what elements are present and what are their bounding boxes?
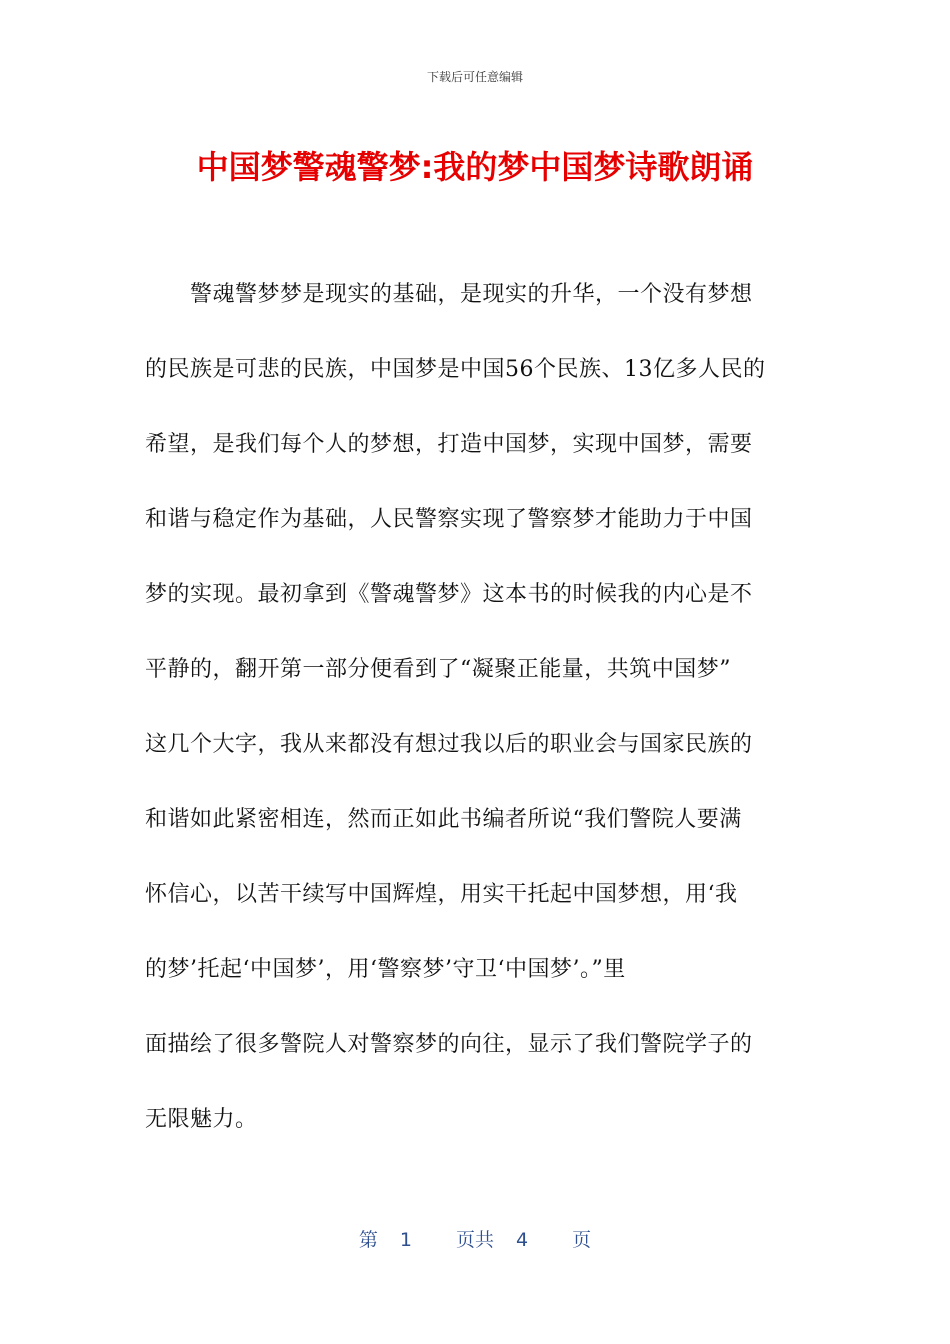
footer-page-suffix: 页 [572,1229,592,1251]
body-line: 这几个大字，我从来都没有想过我以后的职业会与国家民族的 [145,732,753,757]
body-text [145,270,810,1170]
body-line: 的民族是可悲的民族，中国梦是中国56个民族、13亿多人民的 [145,357,766,382]
body-line: 和谐如此紧密相连，然而正如此书编者所说“我们警院人要满 [145,807,742,832]
footer-total-pages: 4 [516,1229,529,1251]
footer-page-middle: 页共 [455,1229,494,1251]
body-line: 希望，是我们每个人的梦想，打造中国梦，实现中国梦，需要 [145,432,753,457]
header-note: 下载后可任意编辑 [426,70,523,84]
body-line: 平静的，翻开第一部分便看到了“凝聚正能量，共筑中国梦” [145,657,731,682]
body-line: 的梦’托起‘中国梦’，用‘警察梦’守卫‘中国梦’。”里 [145,957,626,982]
footer-page-prefix: 第 [358,1229,378,1251]
body-line: 和谐与稳定作为基础，人民警察实现了警察梦才能助力于中国 [145,507,753,532]
body-line: 面描绘了很多警院人对警察梦的向往，显示了我们警院学子的 [145,1032,753,1057]
body-line: 梦的实现。最初拿到《警魂警梦》这本书的时候我的内心是不 [145,582,753,607]
document-title: 中国梦警魂警梦:我的梦中国梦诗歌朗诵 [196,148,754,186]
page-footer [0,1225,950,1252]
body-line: 无限魅力。 [145,1107,258,1132]
body-line: 怀信心，以苦干续写中国辉煌，用实干托起中国梦想，用‘我 [145,882,738,907]
body-line: 警魂警梦梦是现实的基础，是现实的升华，一个没有梦想 [145,282,753,307]
footer-page-number: 1 [399,1229,412,1251]
